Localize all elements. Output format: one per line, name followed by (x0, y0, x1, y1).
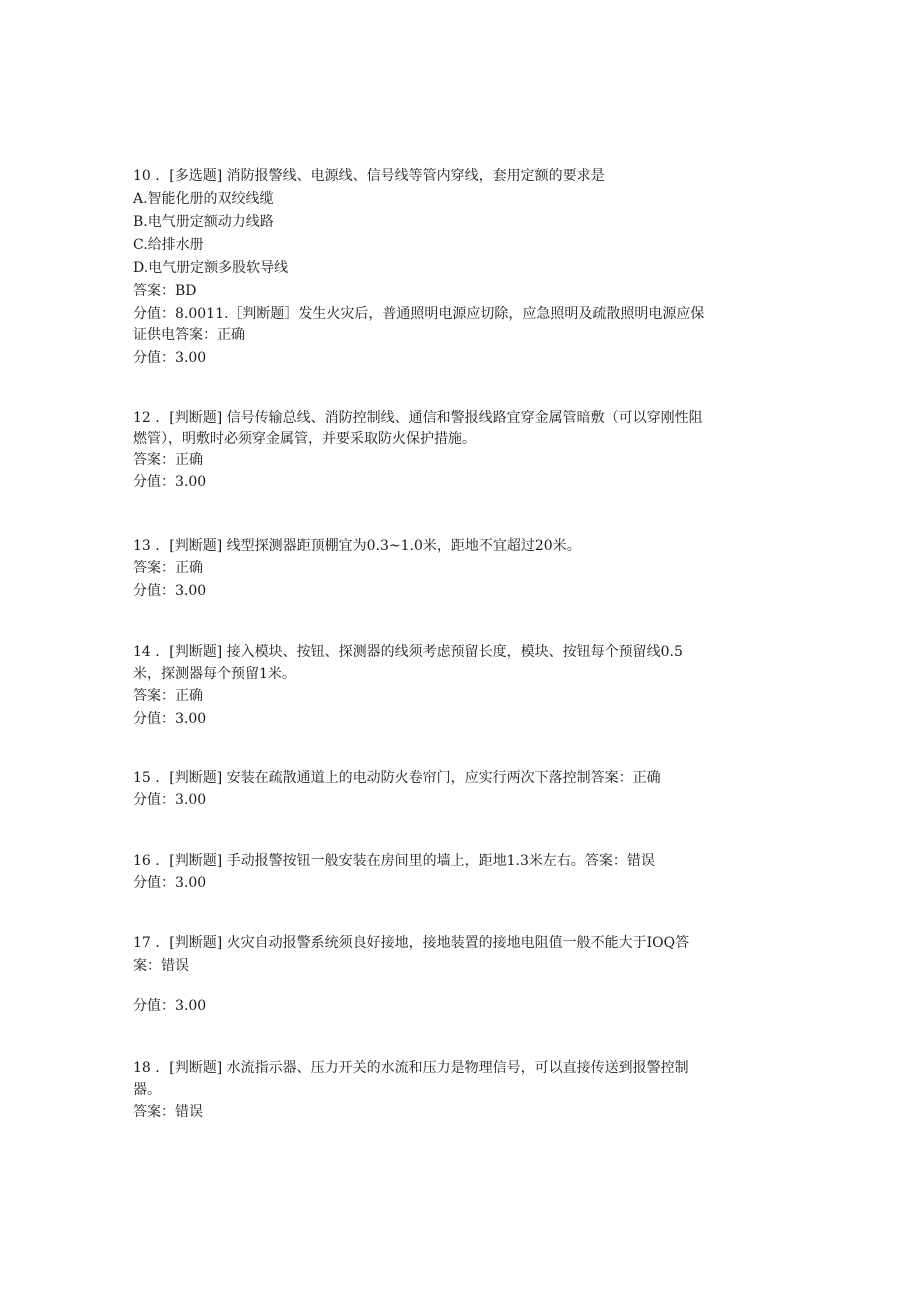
question-17-continuation: 案：错误 (133, 958, 189, 974)
question-15-title: 15 ．[判断题] 安装在疏散通道上的电动防火卷帘门，应实行两次下落控制答案：正确 (133, 770, 661, 786)
question-13-answer: 答案：正确 (133, 560, 203, 576)
question-10-option-b: B.电气册定额动力线路 (133, 214, 274, 230)
question-16-title: 16 ．[判断题] 手动报警按钮一般安装在房间里的墙上，距地1.3米左右。答案：错误 (133, 853, 655, 869)
question-10-title: 10 ．[多选题] 消防报警线、电源线、信号线等管内穿线，套用定额的要求是 (133, 168, 605, 184)
question-12-continuation: 燃管），明敷时必须穿金属管，并要采取防火保护措施。 (133, 431, 476, 447)
question-10-score-and-question-11: 分值：8.0011.［判断题］发生火灾后，普通照明电源应切除，应急照明及疏散照明电源应保 (133, 306, 705, 322)
question-10-answer: 答案：BD (133, 283, 197, 299)
question-11-score: 分值：3.00 (133, 350, 207, 366)
question-14-score: 分值：3.00 (133, 711, 207, 727)
question-10-option-c: C.给排水册 (133, 237, 204, 253)
question-15-score: 分值：3.00 (133, 792, 207, 808)
question-11-continuation: 证供电答案：正确 (133, 327, 245, 343)
question-17-score: 分值：3.00 (133, 998, 207, 1014)
question-13-title: 13 ．[判断题] 线型探测器距顶棚宜为0.3~1.0米，距地不宜超过20米。 (133, 538, 581, 554)
question-12-score: 分值：3.00 (133, 474, 207, 490)
question-14-answer: 答案：正确 (133, 688, 203, 704)
question-10-option-d: D.电气册定额多股软导线 (133, 260, 289, 276)
question-10-option-a: A.智能化册的双绞线缆 (133, 191, 274, 207)
question-18-continuation: 器。 (133, 1082, 161, 1098)
question-16-score: 分值：3.00 (133, 875, 207, 891)
question-18-title: 18 ．[判断题] 水流指示器、压力开关的水流和压力是物理信号，可以直接传送到报警控制 (133, 1060, 689, 1076)
question-12-title: 12 ．[判断题] 信号传输总线、消防控制线、通信和警报线路宜穿金属管暗敷（可以穿刚性阻 (133, 410, 703, 426)
question-17-title: 17 ．[判断题] 火灾自动报警系统须良好接地，接地装置的接地电阻值一般不能大于IOQ答 (133, 935, 690, 951)
question-18-answer: 答案：错误 (133, 1104, 203, 1120)
question-12-answer: 答案：正确 (133, 452, 203, 468)
question-14-continuation: 米，探测器每个预留1米。 (133, 666, 296, 682)
question-14-title: 14 ．[判断题] 接入模块、按钮、探测器的线须考虑预留长度，模块、按钮每个预留线0.5 (133, 644, 683, 660)
question-13-score: 分值：3.00 (133, 583, 207, 599)
